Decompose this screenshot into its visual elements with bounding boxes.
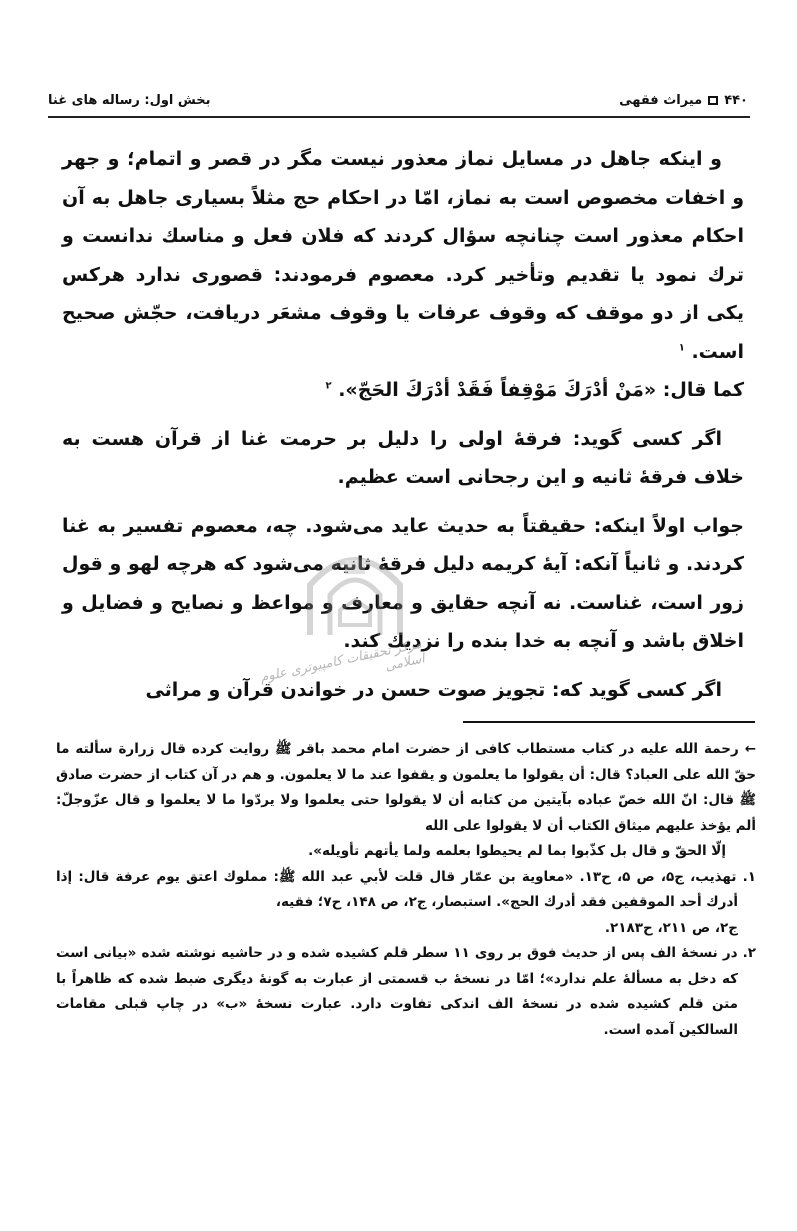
library-emblem-icon bbox=[300, 540, 410, 640]
footnote-continuation: ← رحمة الله علیه در کتاب مستطاب کافی از حضرت امام محمد باقر ﷺ روایت کرده قال زرارة سألته ما حقّ الله علی العباد؟ قال: أن یقولوا ما یعلمون و یقفوا عند ما لا یعلمون. و هم در آن کتاب از حضرت صادق ﷺ قال: انّ الله خصّ عباده بآیتین من کتابه أن لا یقولوا حتی یعلموا ولا یردّوا ما لا یعلموا و قال عزّوجلّ: ألم یؤخذ علیهم میثاق الکتاب أن لا یقولوا علی الله bbox=[56, 741, 756, 834]
paragraph-text: اگر کسی گوید که: تجویز صوت حسن در خواندن قرآن و مراثی bbox=[145, 678, 722, 701]
footnote-1-tail: ج۲، ص ۲۱۱، ح۲۱۸۳. bbox=[604, 919, 738, 936]
footnote-ref[interactable]: ۱ bbox=[678, 342, 685, 354]
footnotes bbox=[56, 737, 756, 1043]
page-number: ۴۴۰ bbox=[724, 92, 748, 108]
running-head-right bbox=[619, 93, 748, 108]
footnote-number: ۲. bbox=[742, 945, 757, 961]
footnote-rule bbox=[463, 721, 755, 723]
running-head bbox=[48, 88, 748, 112]
footnote-1 bbox=[56, 865, 756, 916]
paragraph-text: و اینکه جاهل در مسایل نماز معذور نیست مگر در قصر و اتمام؛ و جهر و اخفات مخصوص است به نماز، امّا در احکام حج مثلاً بسیاری جاهل به آن احکام معذور است چنانچه سؤال کردند که فلان فعل و مناسك ندانست و ترك نمود یا تقدیم وتأخیر کرد. معصوم فرمودند: قصوری ندارد هرکس یکی از دو موقف که وقوف عرفات یا وقوف مشعَر دریافت، حجّش صحیح است. bbox=[62, 148, 744, 363]
paragraph-text: اگر کسی گوید: فرقهٔ اولی را دلیل بر حرمت غنا از قرآن هست به خلاف فرقهٔ ثانیه و این رجحانی است عظیم. bbox=[62, 427, 744, 488]
quote-text: کما قال: «مَنْ أدْرَكَ مَوْقِفاً فَقَدْ أدْرَكَ الحَجّ». bbox=[338, 379, 744, 401]
footnote-text: در نسخهٔ الف پس از حدیث فوق بر روی ۱۱ سطر قلم کشیده شده و در حاشیه نوشته شده «بیانی است که دخل به مسألهٔ علم ندارد»؛ امّا در نسخهٔ ب قسمتی از عبارت به گونهٔ دیگری ضبط شده که ظاهراً با متن قلم کشیده شده در نسخهٔ الف اندکی تفاوت دارد. عبارت نسخهٔ «ب» در چاپ قبلی مقامات السالکین آمده است. bbox=[56, 945, 738, 1038]
section-title: بخش اول: رساله های غنا bbox=[48, 92, 211, 108]
footnote-ref[interactable]: ۲ bbox=[325, 380, 332, 392]
footnote-2 bbox=[56, 941, 756, 1043]
paragraph-2 bbox=[62, 420, 744, 497]
paragraph-4 bbox=[62, 671, 744, 710]
footnote-number: ۱. bbox=[742, 868, 756, 885]
footnote-continuation-end: إلّا الحقّ و قال بل کذّبوا بما لم یحیطوا بعلمه ولما یأتهم تأویله». bbox=[308, 843, 726, 859]
paragraph-1 bbox=[62, 140, 744, 410]
header-rule bbox=[48, 116, 750, 118]
paragraph-text: جواب اولاً اینکه: حقیقتاً به حدیث عاید می‌شود. چه، معصوم تفسیر به غنا کردند. و ثانیاً آنکه: آیهٔ کریمه دلیل فرقهٔ ثانیه می‌شود که هرچه لهو و قول زور است، غناست. نه آنچه حقایق و معارف و مواعظ و نصایح و فضایل و اخلاق باشد و آنچه به خدا بنده را نزدیك كند. bbox=[62, 514, 744, 652]
book-title: میراث فقهی bbox=[619, 92, 703, 108]
watermark-text: مرکز تحقیقات کامپیوتری علوم اسلامی bbox=[258, 636, 427, 686]
square-icon bbox=[708, 96, 718, 105]
footnote-text: تهذیب، ج۵، ص ۵، ح۱۳. «معاویة بن عمّار قال قلت لأبي عبد الله ﷺ: مملوك اعتق یوم عرفة قال: إذا أدرك أحد الموقفین فقد أدرك الحج». استبصار، ج۲، ص ۱۴۸، ح۷؛ فقیه، bbox=[56, 868, 738, 910]
